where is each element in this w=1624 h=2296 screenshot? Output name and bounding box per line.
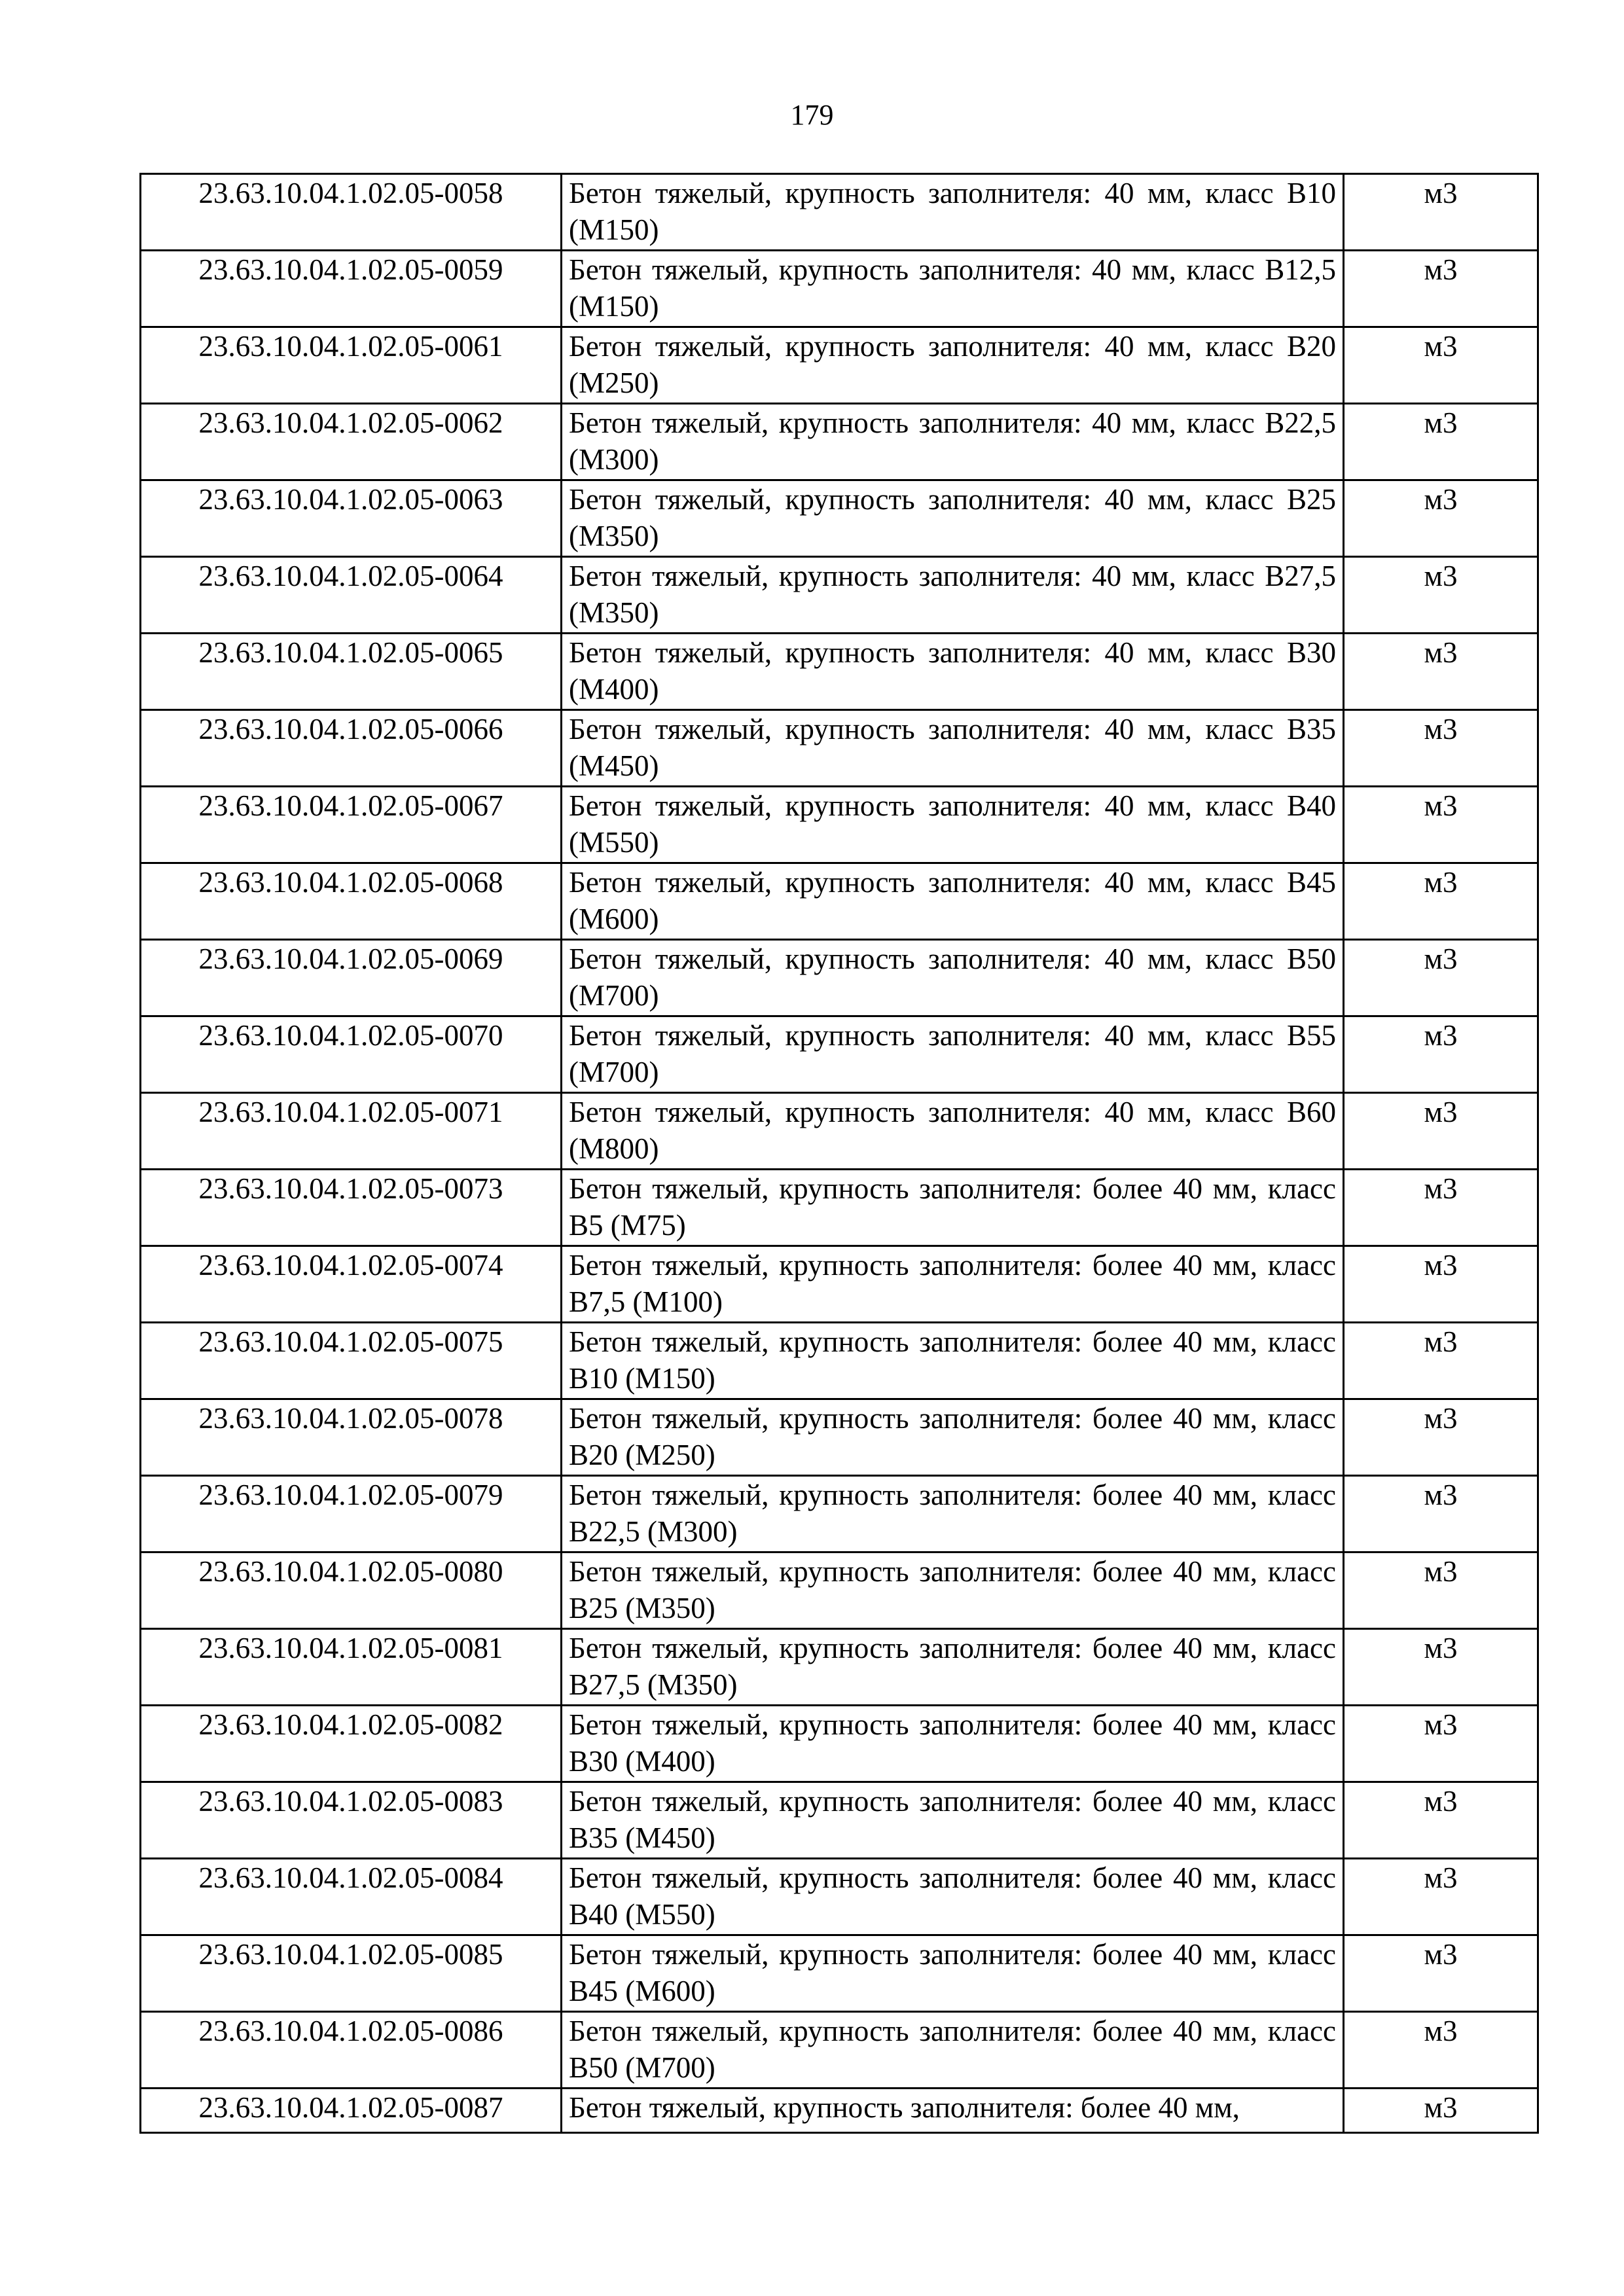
description-cell: Бетон тяжелый, крупность заполнителя: 40 мм, класс В55 (М700) — [562, 1016, 1344, 1093]
code-cell: 23.63.10.04.1.02.05-0071 — [141, 1093, 562, 1170]
code-cell: 23.63.10.04.1.02.05-0062 — [141, 404, 562, 480]
unit-cell: м3 — [1344, 2089, 1538, 2133]
unit-cell: м3 — [1344, 480, 1538, 557]
description-cell: Бетон тяжелый, крупность заполнителя: более 40 мм, класс В22,5 (М300) — [562, 1476, 1344, 1552]
unit-cell: м3 — [1344, 940, 1538, 1016]
description-cell: Бетон тяжелый, крупность заполнителя: более 40 мм, класс В40 (М550) — [562, 1859, 1344, 1935]
unit-cell: м3 — [1344, 1170, 1538, 1246]
code-cell: 23.63.10.04.1.02.05-0078 — [141, 1399, 562, 1476]
table-row — [141, 1935, 1538, 2012]
code-cell: 23.63.10.04.1.02.05-0070 — [141, 1016, 562, 1093]
description-cell: Бетон тяжелый, крупность заполнителя: 40 мм, класс В27,5 (М350) — [562, 557, 1344, 634]
table-row — [141, 174, 1538, 251]
description-cell: Бетон тяжелый, крупность заполнителя: более 40 мм, класс В20 (М250) — [562, 1399, 1344, 1476]
code-cell: 23.63.10.04.1.02.05-0079 — [141, 1476, 562, 1552]
unit-cell: м3 — [1344, 174, 1538, 251]
table-row — [141, 1782, 1538, 1859]
table-row — [141, 2089, 1538, 2133]
code-cell: 23.63.10.04.1.02.05-0085 — [141, 1935, 562, 2012]
description-cell: Бетон тяжелый, крупность заполнителя: более 40 мм, класс В35 (М450) — [562, 1782, 1344, 1859]
unit-cell: м3 — [1344, 1706, 1538, 1782]
description-cell: Бетон тяжелый, крупность заполнителя: 40 мм, класс В45 (М600) — [562, 863, 1344, 940]
unit-cell: м3 — [1344, 1552, 1538, 1629]
description-cell: Бетон тяжелый, крупность заполнителя: 40 мм, класс В35 (М450) — [562, 710, 1344, 787]
unit-cell: м3 — [1344, 787, 1538, 863]
description-cell: Бетон тяжелый, крупность заполнителя: 40 мм, класс В60 (М800) — [562, 1093, 1344, 1170]
table-row — [141, 404, 1538, 480]
code-cell: 23.63.10.04.1.02.05-0067 — [141, 787, 562, 863]
description-cell: Бетон тяжелый, крупность заполнителя: 40 мм, класс В40 (М550) — [562, 787, 1344, 863]
unit-cell: м3 — [1344, 1859, 1538, 1935]
unit-cell: м3 — [1344, 557, 1538, 634]
code-cell: 23.63.10.04.1.02.05-0064 — [141, 557, 562, 634]
description-cell: Бетон тяжелый, крупность заполнителя: 40 мм, класс В10 (М150) — [562, 174, 1344, 251]
materials-table — [139, 173, 1539, 2134]
code-cell: 23.63.10.04.1.02.05-0059 — [141, 251, 562, 327]
table-row — [141, 1093, 1538, 1170]
table-row — [141, 1476, 1538, 1552]
table-row — [141, 1552, 1538, 1629]
description-cell: Бетон тяжелый, крупность заполнителя: 40 мм, класс В20 (М250) — [562, 327, 1344, 404]
code-cell: 23.63.10.04.1.02.05-0082 — [141, 1706, 562, 1782]
unit-cell: м3 — [1344, 1246, 1538, 1323]
code-cell: 23.63.10.04.1.02.05-0061 — [141, 327, 562, 404]
unit-cell: м3 — [1344, 2012, 1538, 2089]
table-row — [141, 2012, 1538, 2089]
unit-cell: м3 — [1344, 1323, 1538, 1399]
code-cell: 23.63.10.04.1.02.05-0066 — [141, 710, 562, 787]
unit-cell: м3 — [1344, 1399, 1538, 1476]
description-cell: Бетон тяжелый, крупность заполнителя: более 40 мм, класс В25 (М350) — [562, 1552, 1344, 1629]
code-cell: 23.63.10.04.1.02.05-0069 — [141, 940, 562, 1016]
code-cell: 23.63.10.04.1.02.05-0081 — [141, 1629, 562, 1706]
unit-cell: м3 — [1344, 1782, 1538, 1859]
unit-cell: м3 — [1344, 1629, 1538, 1706]
unit-cell: м3 — [1344, 634, 1538, 710]
table-row — [141, 1859, 1538, 1935]
unit-cell: м3 — [1344, 1016, 1538, 1093]
unit-cell: м3 — [1344, 404, 1538, 480]
description-cell: Бетон тяжелый, крупность заполнителя: более 40 мм, класс В27,5 (М350) — [562, 1629, 1344, 1706]
code-cell: 23.63.10.04.1.02.05-0068 — [141, 863, 562, 940]
code-cell: 23.63.10.04.1.02.05-0083 — [141, 1782, 562, 1859]
table-row — [141, 1170, 1538, 1246]
code-cell: 23.63.10.04.1.02.05-0087 — [141, 2089, 562, 2133]
code-cell: 23.63.10.04.1.02.05-0084 — [141, 1859, 562, 1935]
code-cell: 23.63.10.04.1.02.05-0086 — [141, 2012, 562, 2089]
table-row — [141, 1399, 1538, 1476]
unit-cell: м3 — [1344, 1476, 1538, 1552]
table-row — [141, 1246, 1538, 1323]
code-cell: 23.63.10.04.1.02.05-0058 — [141, 174, 562, 251]
description-cell: Бетон тяжелый, крупность заполнителя: более 40 мм, класс В30 (М400) — [562, 1706, 1344, 1782]
description-cell: Бетон тяжелый, крупность заполнителя: более 40 мм, — [562, 2089, 1344, 2133]
unit-cell: м3 — [1344, 1935, 1538, 2012]
code-cell: 23.63.10.04.1.02.05-0080 — [141, 1552, 562, 1629]
code-cell: 23.63.10.04.1.02.05-0074 — [141, 1246, 562, 1323]
unit-cell: м3 — [1344, 710, 1538, 787]
description-cell: Бетон тяжелый, крупность заполнителя: 40 мм, класс В30 (М400) — [562, 634, 1344, 710]
table-row — [141, 940, 1538, 1016]
table-row — [141, 1629, 1538, 1706]
table-row — [141, 557, 1538, 634]
description-cell: Бетон тяжелый, крупность заполнителя: 40 мм, класс В12,5 (М150) — [562, 251, 1344, 327]
page-number: 179 — [790, 99, 834, 131]
description-cell: Бетон тяжелый, крупность заполнителя: более 40 мм, класс В7,5 (М100) — [562, 1246, 1344, 1323]
table-row — [141, 1323, 1538, 1399]
table-row — [141, 863, 1538, 940]
table-row — [141, 634, 1538, 710]
code-cell: 23.63.10.04.1.02.05-0073 — [141, 1170, 562, 1246]
table-row — [141, 327, 1538, 404]
unit-cell: м3 — [1344, 251, 1538, 327]
code-cell: 23.63.10.04.1.02.05-0063 — [141, 480, 562, 557]
description-cell: Бетон тяжелый, крупность заполнителя: более 40 мм, класс В50 (М700) — [562, 2012, 1344, 2089]
table-row — [141, 251, 1538, 327]
code-cell: 23.63.10.04.1.02.05-0065 — [141, 634, 562, 710]
table-row — [141, 1706, 1538, 1782]
materials-table-body — [141, 174, 1538, 2133]
description-cell: Бетон тяжелый, крупность заполнителя: 40 мм, класс В25 (М350) — [562, 480, 1344, 557]
unit-cell: м3 — [1344, 863, 1538, 940]
table-row — [141, 710, 1538, 787]
unit-cell: м3 — [1344, 1093, 1538, 1170]
description-cell: Бетон тяжелый, крупность заполнителя: более 40 мм, класс В5 (М75) — [562, 1170, 1344, 1246]
table-row — [141, 787, 1538, 863]
unit-cell: м3 — [1344, 327, 1538, 404]
table-row — [141, 1016, 1538, 1093]
description-cell: Бетон тяжелый, крупность заполнителя: более 40 мм, класс В10 (М150) — [562, 1323, 1344, 1399]
table-row — [141, 480, 1538, 557]
description-cell: Бетон тяжелый, крупность заполнителя: 40 мм, класс В50 (М700) — [562, 940, 1344, 1016]
code-cell: 23.63.10.04.1.02.05-0075 — [141, 1323, 562, 1399]
description-cell: Бетон тяжелый, крупность заполнителя: более 40 мм, класс В45 (М600) — [562, 1935, 1344, 2012]
description-cell: Бетон тяжелый, крупность заполнителя: 40 мм, класс В22,5 (М300) — [562, 404, 1344, 480]
